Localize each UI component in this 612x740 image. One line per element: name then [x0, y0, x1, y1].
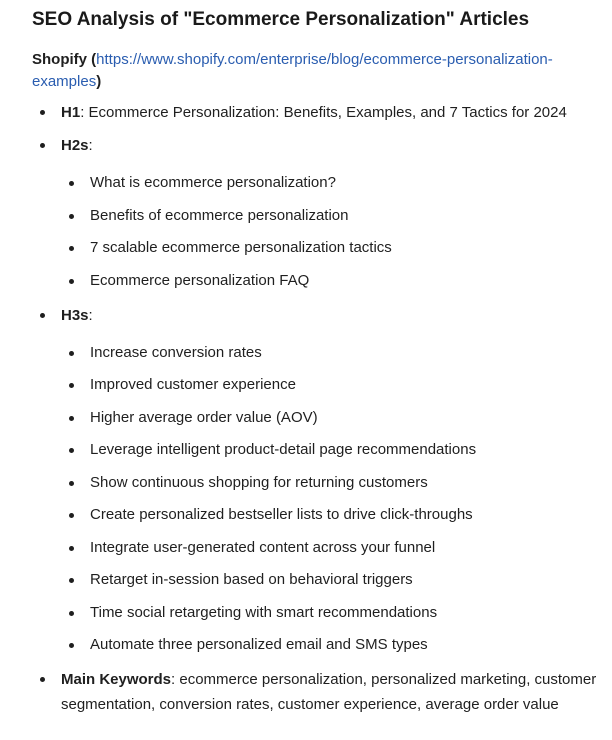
list-item: Higher average order value (AOV) [32, 407, 604, 429]
h3-sublist [61, 342, 604, 657]
h3s-item [32, 303, 604, 657]
list-item: Ecommerce personalization FAQ [32, 270, 604, 292]
keywords-label: Main Keywords [61, 671, 172, 688]
list-item: Automate three personalized email and SMS types [32, 634, 604, 656]
list-item: 7 scalable ecommerce personalization tactics [32, 237, 604, 259]
list-item: Increase conversion rates [32, 342, 604, 364]
list-item: Improved customer experience [32, 374, 604, 396]
source-site-name: Shopify [32, 51, 87, 68]
list-item: Show continuous shopping for returning customers [32, 472, 604, 494]
h1-label: H1 [61, 104, 81, 121]
source-url-part-1: https://www.shopify.com/enterprise/blog/ecommerce-personalization- [96, 51, 553, 68]
source-line [32, 49, 604, 93]
list-item: Retarget in-session based on behavioral triggers [32, 569, 604, 591]
h2-sublist [61, 172, 604, 292]
list-item: Time social retargeting with smart recommendations [32, 602, 604, 624]
source-open-paren: ( [87, 51, 97, 68]
keywords-item [32, 667, 604, 717]
h3s-label: H3s [61, 306, 89, 324]
h2s-label: H2s [61, 137, 89, 154]
h2s-item [32, 133, 604, 292]
document [32, 8, 604, 717]
source-url-link[interactable] [32, 51, 553, 90]
list-item: Leverage intelligent product-detail page recommendations [32, 439, 604, 461]
h1-text: : Ecommerce Personalization: Benefits, Examples, and 7 Tactics for 2024 [80, 104, 567, 121]
page-title: SEO Analysis of "Ecommerce Personalization" Articles [32, 9, 530, 30]
h3s-suffix: : [88, 306, 93, 324]
list-item: Integrate user-generated content across your funnel [32, 537, 604, 559]
list-item: Benefits of ecommerce personalization [32, 205, 604, 227]
h2s-suffix: : [88, 137, 93, 154]
source-url-part-2: examples [32, 73, 97, 90]
keywords-text: : ecommerce personalization, personalized marketing, customer segmentation, conversion rates, customer experience, average order value [61, 671, 597, 713]
list-item: What is ecommerce personalization? [32, 172, 604, 194]
h1-item [32, 100, 604, 125]
outline-list [32, 100, 604, 717]
list-item: Create personalized bestseller lists to drive click-throughs [32, 504, 604, 526]
source-close-paren: ) [96, 73, 102, 90]
